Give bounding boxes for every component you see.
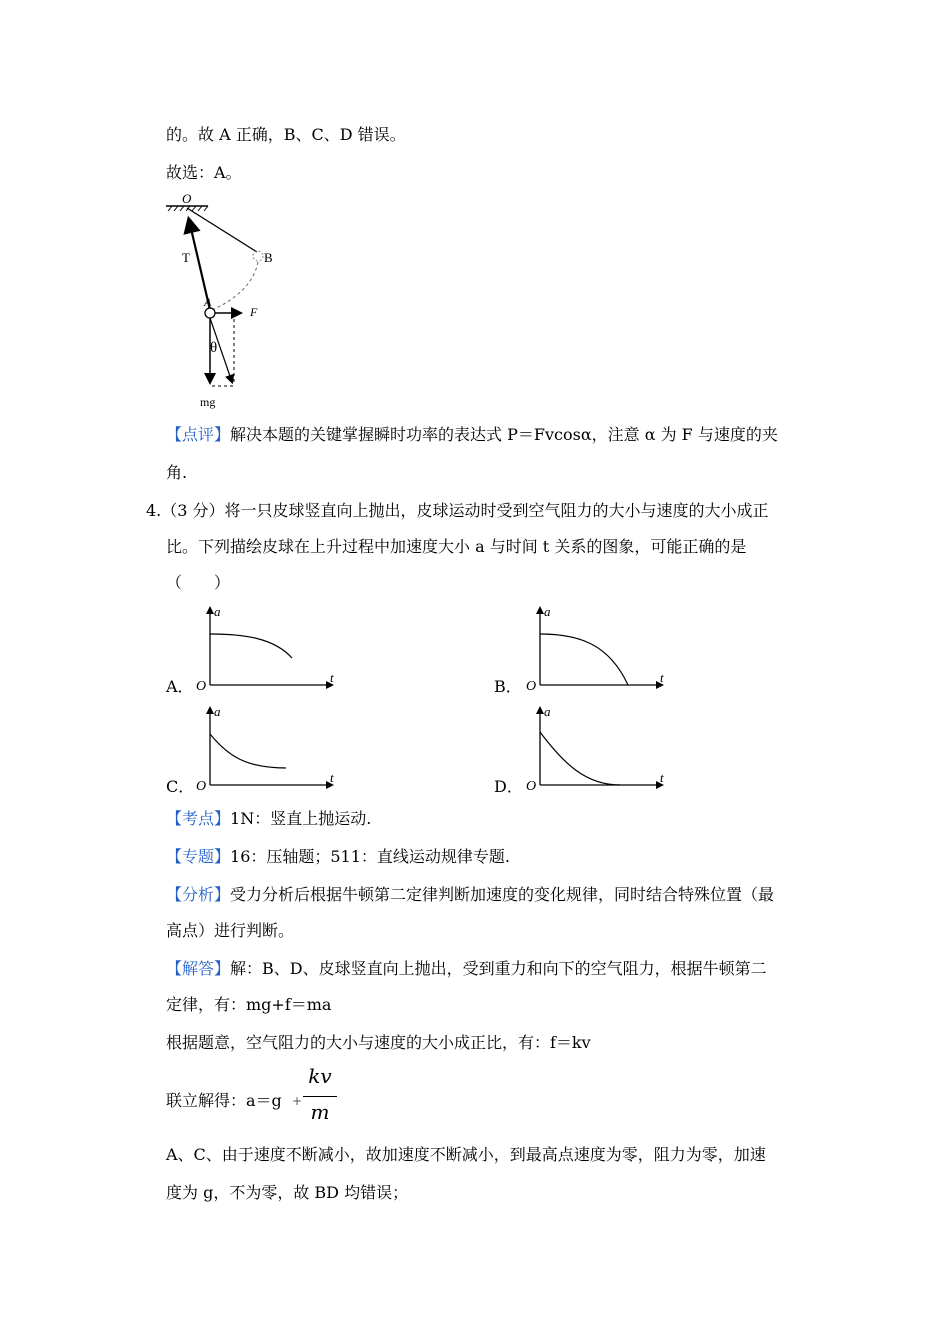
label-t: T (182, 250, 190, 265)
zhuanti-tag: 【专题】 (166, 847, 231, 866)
axis-label-t: t (330, 670, 334, 685)
fenxi-line (166, 884, 774, 906)
curve (210, 634, 292, 658)
y-arrow (536, 706, 544, 714)
label-o: O (182, 192, 192, 206)
y-arrow (206, 606, 214, 614)
fraction-bar (303, 1096, 337, 1097)
text-line: 高点）进行判断。 (166, 921, 295, 940)
ball-b (253, 251, 263, 261)
fenxi-tag: 【分析】 (166, 885, 231, 904)
axis-label-a: a (544, 704, 551, 719)
jieda-text: 解：B、D、皮球竖直向上抛出，受到重力和向下的空气阻力，根据牛顿第二 (230, 959, 767, 978)
text-line: 根据题意，空气阻力的大小与速度的大小成正比，有：f＝kv (166, 1033, 591, 1052)
option-d-label: D． (494, 777, 523, 796)
axis-label-a: a (544, 604, 551, 619)
axis-label-a: a (214, 704, 221, 719)
y-arrow (536, 606, 544, 614)
ball-a (205, 308, 215, 318)
option-a-graph (194, 602, 344, 694)
text-line: 故选：A。 (166, 163, 242, 182)
jieda-tag: 【解答】 (166, 959, 231, 978)
axis-label-a: a (214, 604, 221, 619)
axis-label-t: t (330, 770, 334, 785)
fraction-numerator: kv (308, 1064, 332, 1088)
option-b-graph (524, 602, 674, 694)
review-tag: 【点评】 (166, 425, 231, 444)
zhuanti-text: 16：压轴题；511：直线运动规律专题. (230, 847, 511, 866)
review-text: 解决本题的关键掌握瞬时功率的表达式 P＝Fvcosα，注意 α 为 F 与速度的夹 (230, 425, 778, 444)
label-a: A (204, 295, 212, 309)
option-c-label: C． (166, 777, 195, 796)
question-line: 4.（3 分）将一只皮球竖直向上抛出，皮球运动时受到空气阻力的大小与速度的大小成正 (146, 501, 769, 520)
curve (540, 634, 628, 685)
zhuanti-line (166, 846, 510, 868)
text-line: 的。故 A 正确，B、C、D 错误。 (166, 125, 406, 144)
origin-label: O (196, 679, 207, 694)
arc-path (212, 262, 258, 310)
label-mg: mg (200, 395, 216, 409)
question-line: 比。下列描绘皮球在上升过程中加速度大小 a 与时间 t 关系的图象，可能正确的是 (166, 537, 747, 556)
axis-label-t: t (660, 670, 664, 685)
pendulum-diagram (160, 192, 280, 412)
axis-label-t: t (660, 770, 664, 785)
label-b: B (264, 250, 273, 265)
curve (210, 734, 286, 768)
kaodian-line (166, 808, 371, 830)
option-d-graph (524, 702, 674, 794)
review-line (166, 424, 778, 446)
text-line: 度为 g，不为零，故 BD 均错误； (166, 1183, 409, 1202)
fraction-denominator: m (310, 1100, 330, 1124)
origin-label: O (526, 679, 537, 694)
origin-label: O (196, 779, 207, 794)
curve (540, 732, 620, 785)
y-arrow (206, 706, 214, 714)
option-b-label: B． (494, 677, 522, 696)
kaodian-tag: 【考点】 (166, 809, 231, 828)
label-f: F (250, 305, 258, 319)
question-line: （ ） (166, 573, 231, 592)
text-line: A、C、由于速度不断减小，故加速度不断减小，到最高点速度为零，阻力为零，加速 (166, 1145, 766, 1164)
option-c-graph (194, 702, 344, 794)
option-a-label: A． (166, 677, 194, 696)
formula-operator: + (292, 1094, 303, 1108)
text-line: 定律，有：mg+f＝ma (166, 995, 332, 1014)
origin-label: O (526, 779, 537, 794)
label-theta: θ (210, 340, 218, 356)
string-to-b (187, 208, 257, 252)
text-line: 角. (166, 463, 188, 482)
jieda-line (166, 958, 767, 980)
kaodian-text: 1N：竖直上抛运动. (230, 809, 372, 828)
fenxi-text: 受力分析后根据牛顿第二定律判断加速度的变化规律，同时结合特殊位置（最 (230, 885, 775, 904)
formula-prefix: 联立解得：a＝g (166, 1091, 282, 1110)
